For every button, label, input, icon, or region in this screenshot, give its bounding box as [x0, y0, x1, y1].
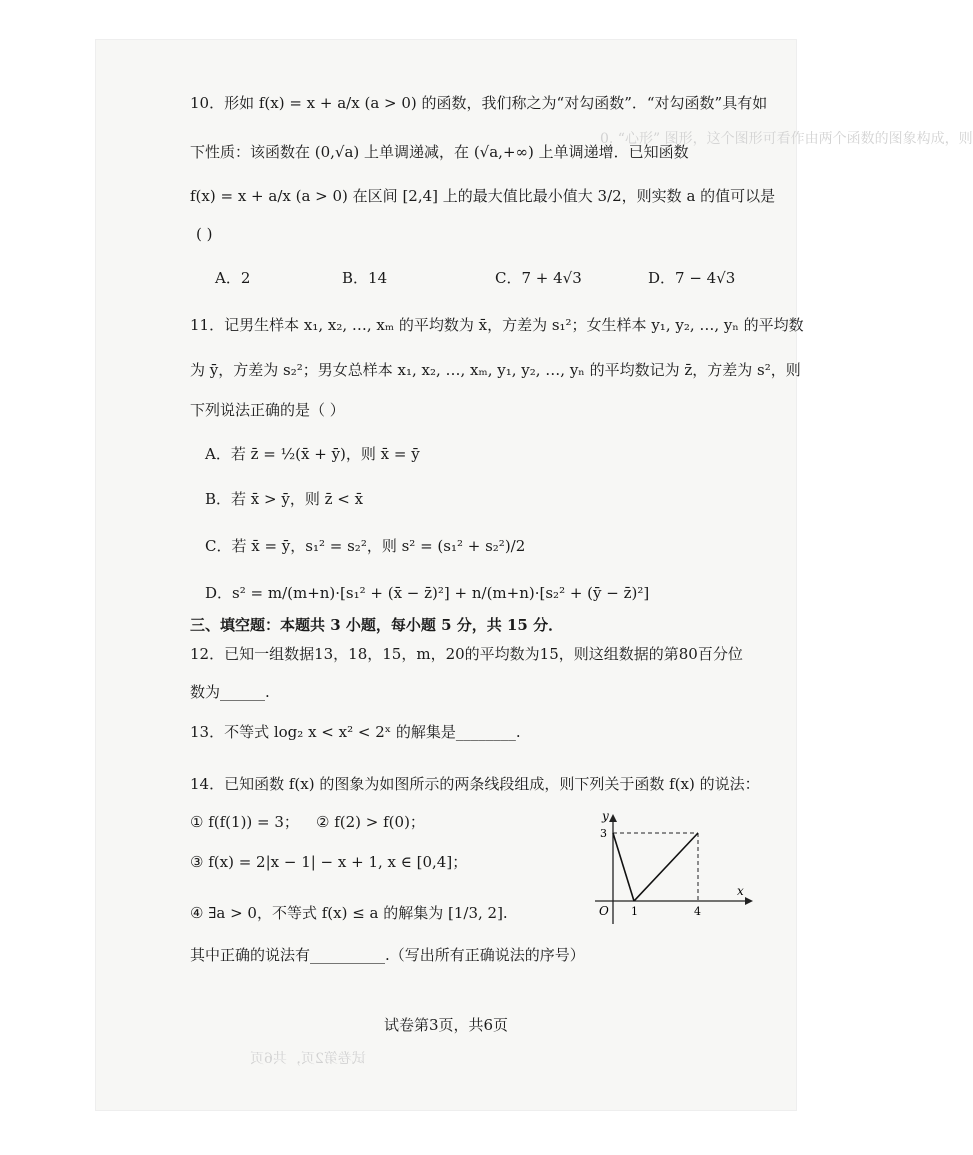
q12-line1: 12．已知一组数据13，18，15，m，20的平均数为15，则这组数据的第80百分位: [190, 645, 743, 663]
origin-label: O: [599, 904, 609, 918]
q10-line1: 10．形如 f(x) = x + a/x (a > 0) 的函数，我们称之为“对勾函数”．“对勾函数”具有如: [190, 94, 768, 112]
q14-item-4: ④ ∃a > 0，不等式 f(x) ≤ a 的解集为 [1/3, 2].: [190, 904, 508, 922]
q13-line: 13．不等式 log₂ x < x² < 2ˣ 的解集是________.: [190, 723, 521, 741]
y-axis-arrow-icon: [609, 814, 617, 822]
segment-2: [634, 833, 698, 901]
tick-label-1: 1: [631, 905, 638, 918]
segment-1: [613, 833, 634, 901]
q14-item-2: ② f(2) > f(0)；: [316, 813, 425, 831]
q14-conclusion: 其中正确的说法有__________.（写出所有正确说法的序号）: [190, 946, 585, 964]
bleed-through-text: 0. “心形” 图形，这个图形可看作由两个函数的图象构成，则: [600, 131, 973, 147]
q14-item-3: ③ f(x) = 2|x − 1| − x + 1, x ∈ [0,4]；: [190, 853, 468, 871]
q11-line3: 下列说法正确的是（ ）: [190, 401, 345, 419]
x-axis-arrow-icon: [745, 897, 753, 905]
q10-option-b: B．14: [342, 269, 388, 287]
section-3-heading: 三、填空题：本题共 3 小题，每小题 5 分，共 15 分．: [190, 616, 564, 634]
q11-option-d: D．s² = m/(m+n)·[s₁² + (x̄ − z̄)²] + n/(m+n)·[s₂² + (ȳ − z̄)²]: [205, 584, 650, 602]
bleed-through-footer: 试卷第2页，共6页: [250, 1051, 366, 1067]
tick-label-4: 4: [694, 905, 701, 918]
q14-line1: 14．已知函数 f(x) 的图象为如图所示的两条线段组成，则下列关于函数 f(x) 的说法：: [190, 775, 760, 793]
q10-option-c: C．7 + 4√3: [495, 269, 582, 287]
q10-option-a: A．2: [215, 269, 251, 287]
tick-label-3: 3: [600, 827, 607, 840]
q10-line3: f(x) = x + a/x (a > 0) 在区间 [2,4] 上的最大值比最小值大 3/2，则实数 a 的值可以是: [190, 187, 776, 205]
q11-line2: 为 ȳ，方差为 s₂²；男女总样本 x₁, x₂, …, xₘ, y₁, y₂, …, yₙ 的平均数记为 z̄，方差为 s²，则: [190, 361, 801, 379]
q10-line2: 下性质：该函数在 (0,√a) 上单调递减，在 (√a,+∞) 上单调递增．已知函数: [190, 143, 689, 161]
q11-option-a: A．若 z̄ = ½(x̄ + ȳ)，则 x̄ = ȳ: [205, 445, 420, 463]
function-graph: [585, 809, 755, 932]
q10-answer-paren: ( ): [196, 225, 213, 243]
y-axis-label: y: [602, 809, 609, 823]
q11-option-c: C．若 x̄ = ȳ，s₁² = s₂²，则 s² = (s₁² + s₂²)/2: [205, 537, 526, 555]
q11-line1: 11．记男生样本 x₁, x₂, …, xₘ 的平均数为 x̄，方差为 s₁²；女生样本 y₁, y₂, …, yₙ 的平均数: [190, 316, 804, 334]
q14-item-1: ① f(f(1)) = 3；: [190, 813, 299, 831]
q10-option-d: D．7 − 4√3: [648, 269, 736, 287]
q11-option-b: B．若 x̄ > ȳ，则 z̄ < x̄: [205, 490, 364, 508]
x-axis-label: x: [737, 884, 744, 898]
page-footer: 试卷第3页，共6页: [383, 1016, 509, 1034]
q12-line2: 数为______.: [190, 683, 270, 701]
